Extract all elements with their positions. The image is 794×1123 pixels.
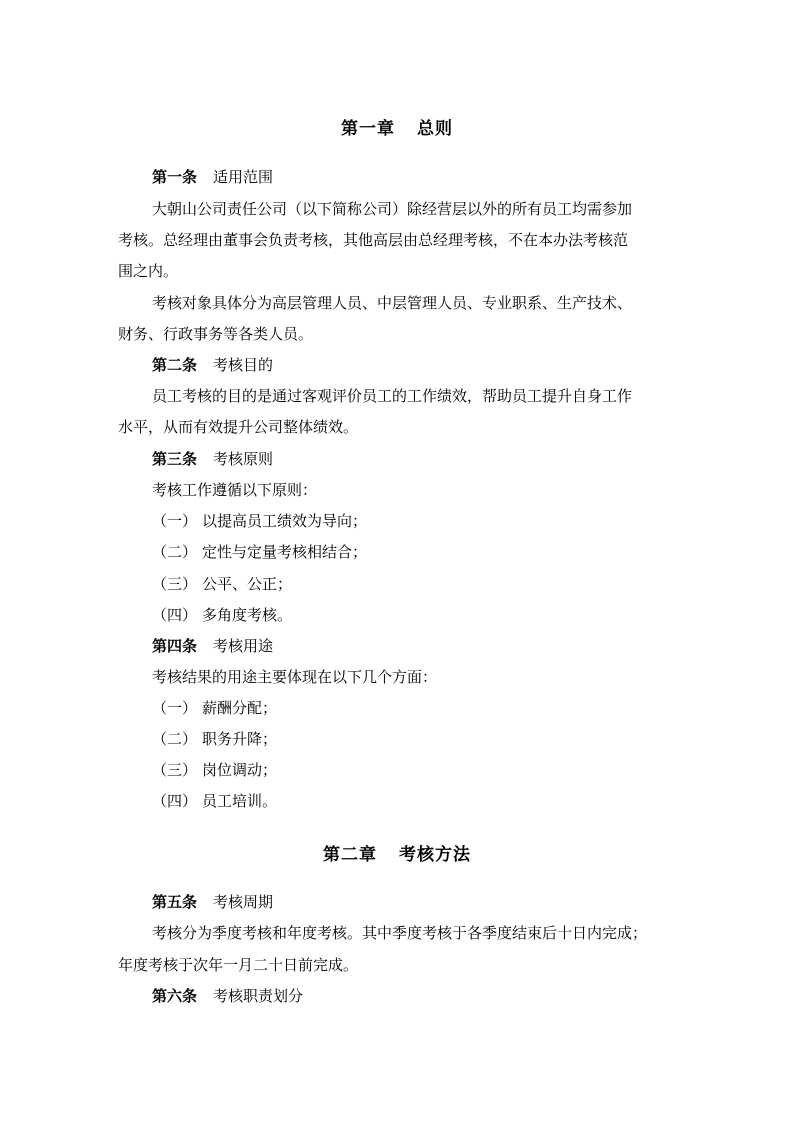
paragraph-line: 考核。总经理由董事会负责考核，其他高层由总经理考核，不在本办法考核范: [118, 231, 629, 249]
list-item: [0, 510, 794, 532]
list-text: 多角度考核。: [202, 606, 293, 624]
article-title: 考核用途: [213, 637, 274, 655]
article-number: 第三条: [152, 450, 198, 468]
chapter-number: 第二章: [323, 845, 377, 865]
list-text: 薪酬分配；: [202, 699, 278, 717]
chapter-heading: [0, 114, 794, 139]
article-heading: [0, 448, 794, 470]
article-title: 考核职责划分: [213, 987, 304, 1005]
list-text: 岗位调动；: [202, 761, 278, 779]
article-number: 第二条: [152, 356, 198, 374]
article-heading: [0, 166, 794, 188]
list-item: [0, 604, 794, 626]
chapter-heading: [0, 840, 794, 865]
article-title: 适用范围: [213, 168, 274, 186]
list-item: [0, 759, 794, 781]
list-marker: （一）: [152, 699, 198, 717]
article-number: 第一条: [152, 168, 198, 186]
list-marker: （一）: [152, 512, 198, 530]
paragraph-line: 员工考核的目的是通过客观评价员工的工作绩效，帮助员工提升自身工作: [152, 387, 633, 405]
paragraph-line: 考核结果的用途主要体现在以下几个方面：: [152, 668, 438, 686]
paragraph-line: 水平，从而有效提升公司整体绩效。: [118, 418, 359, 436]
article-number: 第四条: [152, 637, 198, 655]
list-text: 职务升降；: [202, 730, 278, 748]
article-number: 第五条: [152, 893, 198, 911]
article-number: 第六条: [152, 987, 198, 1005]
paragraph-line: 年度考核于次年一月二十日前完成。: [118, 956, 359, 974]
list-item: [0, 573, 794, 595]
paragraph-line: 大朝山公司责任公司（以下简称公司）除经营层以外的所有员工均需参加: [152, 200, 633, 218]
list-text: 员工培训。: [202, 792, 278, 810]
list-item: [0, 790, 794, 812]
list-text: 以提高员工绩效为导向；: [202, 512, 368, 530]
list-marker: （二）: [152, 543, 198, 561]
article-heading: [0, 891, 794, 913]
article-title: 考核周期: [213, 893, 274, 911]
paragraph-line: 财务、行政事务等各类人员。: [118, 325, 314, 343]
article-title: 考核原则: [213, 450, 274, 468]
article-heading: [0, 635, 794, 657]
list-text: 公平、公正；: [202, 575, 293, 593]
chapter-name: 考核方法: [399, 845, 471, 865]
article-heading: [0, 354, 794, 376]
chapter-number: 第一章: [341, 119, 395, 139]
list-marker: （四）: [152, 792, 198, 810]
paragraph-line: 围之内。: [118, 262, 179, 280]
paragraph-line: 考核工作遵循以下原则：: [152, 481, 318, 499]
chapter-name: 总则: [417, 119, 453, 139]
list-text: 定性与定量考核相结合；: [202, 543, 368, 561]
article-title: 考核目的: [213, 356, 274, 374]
list-item: [0, 697, 794, 719]
article-heading: [0, 985, 794, 1007]
list-item: [0, 541, 794, 563]
paragraph-line: 考核对象具体分为高层管理人员、中层管理人员、专业职系、生产技术、: [152, 294, 633, 312]
paragraph-line: 考核分为季度考核和年度考核。其中季度考核于各季度结束后十日内完成；: [152, 924, 648, 942]
list-marker: （四）: [152, 606, 198, 624]
list-marker: （三）: [152, 575, 198, 593]
list-item: [0, 728, 794, 750]
list-marker: （三）: [152, 761, 198, 779]
list-marker: （二）: [152, 730, 198, 748]
